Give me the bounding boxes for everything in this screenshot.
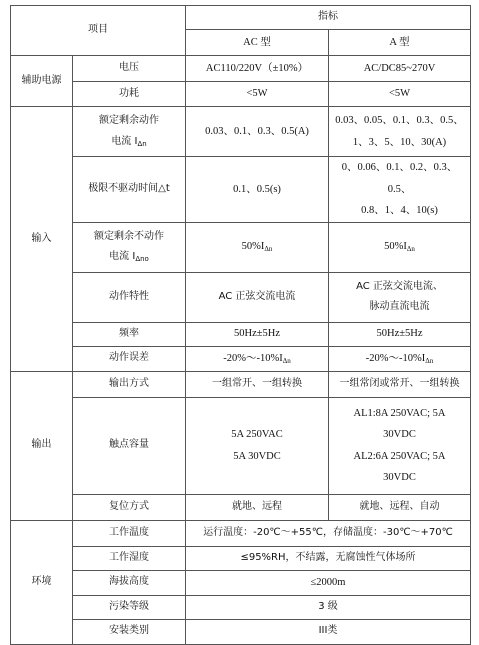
error-a-subscript: Δn — [425, 356, 434, 365]
reset-label: 复位方式 — [73, 494, 186, 520]
contact-a-line4: 30VDC — [383, 472, 416, 484]
non-operate-label-line1: 额定剩余不动作 — [94, 230, 164, 242]
rated-residual-a — [329, 107, 471, 157]
group-environment: 环境 — [11, 520, 73, 644]
contact-label: 触点容量 — [73, 397, 186, 494]
freq-label: 频率 — [73, 322, 186, 346]
contact-ac-line2: 5A 30VDC — [233, 450, 281, 462]
output-mode-label: 输出方式 — [73, 371, 186, 397]
pollution-value: 3 级 — [186, 595, 471, 619]
action-char-a — [329, 272, 471, 322]
limit-time-ac: 0.1、0.5(s) — [186, 157, 329, 223]
humidity-value: ≤95%RH，不结露，无腐蚀性气体场所 — [186, 546, 471, 570]
action-char-ac: AC 正弦交流电流 — [186, 272, 329, 322]
contact-a-line3: AL2:6A 250VAC; 5A — [353, 450, 446, 462]
non-operate-ac — [186, 222, 329, 272]
power-label: 功耗 — [73, 82, 186, 107]
contact-a-line1: AL1:8A 250VAC; 5A — [353, 407, 446, 419]
altitude-label: 海拔高度 — [73, 570, 186, 595]
freq-a: 50Hz±5Hz — [329, 322, 471, 346]
output-mode-ac: 一组常开、一组转换 — [186, 371, 329, 397]
non-operate-a-subscript: Δn — [406, 245, 415, 254]
header-ac-type: AC 型 — [186, 30, 329, 56]
header-indicator: 指标 — [186, 6, 471, 30]
non-operate-subscript: Δno — [135, 255, 149, 264]
voltage-label: 电压 — [73, 56, 186, 82]
group-aux-power: 辅助电源 — [11, 56, 73, 107]
action-char-label: 动作特性 — [73, 272, 186, 322]
contact-ac — [186, 397, 329, 494]
output-mode-a: 一组常闭或常开、一组转换 — [329, 371, 471, 397]
non-operate-a — [329, 222, 471, 272]
rated-residual-label — [73, 107, 186, 157]
action-char-a-line1: AC 正弦交流电流、 — [356, 280, 443, 292]
error-ac-subscript: Δn — [282, 356, 291, 365]
rated-residual-ac: 0.03、0.1、0.3、0.5(A) — [186, 107, 329, 157]
voltage-ac: AC110/220V（±10%） — [186, 56, 329, 82]
altitude-value: ≤2000m — [186, 570, 471, 595]
rated-residual-subscript: Δn — [137, 139, 147, 148]
install-value: III类 — [186, 619, 471, 644]
header-item: 项目 — [11, 6, 186, 56]
temp-label: 工作温度 — [73, 520, 186, 546]
pollution-label: 污染等级 — [73, 595, 186, 619]
power-a: <5W — [329, 82, 471, 107]
non-operate-a-value: 50%I — [384, 241, 407, 253]
contact-ac-line1: 5A 250VAC — [231, 429, 283, 441]
rated-residual-label-line1: 额定剩余动作 — [99, 115, 159, 126]
limit-time-label: 极限不驱动时间△t — [73, 157, 186, 223]
limit-time-a-line2: 0.8、1、4、10(s) — [361, 205, 438, 217]
voltage-a: AC/DC85~270V — [329, 56, 471, 82]
limit-time-a-line1: 0、0.06、0.1、0.2、0.3、0.5、 — [341, 162, 458, 195]
header-a-type: A 型 — [329, 30, 471, 56]
spec-table — [10, 5, 471, 645]
non-operate-ac-value: 50%I — [241, 241, 265, 253]
error-a — [329, 346, 471, 371]
rated-residual-label-line2: 电流 I — [111, 135, 138, 147]
reset-a: 就地、远程、自动 — [329, 494, 471, 520]
non-operate-label-line2: 电流 I — [109, 251, 136, 263]
rated-residual-a-line2: 1、3、5、10、30(A) — [352, 136, 447, 148]
non-operate-label — [73, 222, 186, 272]
power-ac: <5W — [186, 82, 329, 107]
non-operate-ac-subscript: Δn — [264, 245, 273, 254]
rated-residual-a-line1: 0.03、0.05、0.1、0.3、0.5、 — [335, 114, 464, 126]
humidity-label: 工作湿度 — [73, 546, 186, 570]
temp-value: 运行温度：-20℃～+55℃，存储温度：-30℃～+70℃ — [186, 520, 471, 546]
error-label: 动作误差 — [73, 346, 186, 371]
contact-a — [329, 397, 471, 494]
contact-a-line2: 30VDC — [383, 429, 416, 441]
action-char-a-line2: 脉动直流电流 — [369, 301, 430, 313]
error-ac-value: -20%～-10%I — [223, 352, 283, 364]
install-label: 安装类别 — [73, 619, 186, 644]
group-output: 输出 — [11, 371, 73, 520]
error-a-value: -20%～-10%I — [365, 352, 426, 364]
freq-ac: 50Hz±5Hz — [186, 322, 329, 346]
limit-time-a — [329, 157, 471, 223]
group-input: 输入 — [11, 107, 73, 372]
error-ac — [186, 346, 329, 371]
reset-ac: 就地、远程 — [186, 494, 329, 520]
